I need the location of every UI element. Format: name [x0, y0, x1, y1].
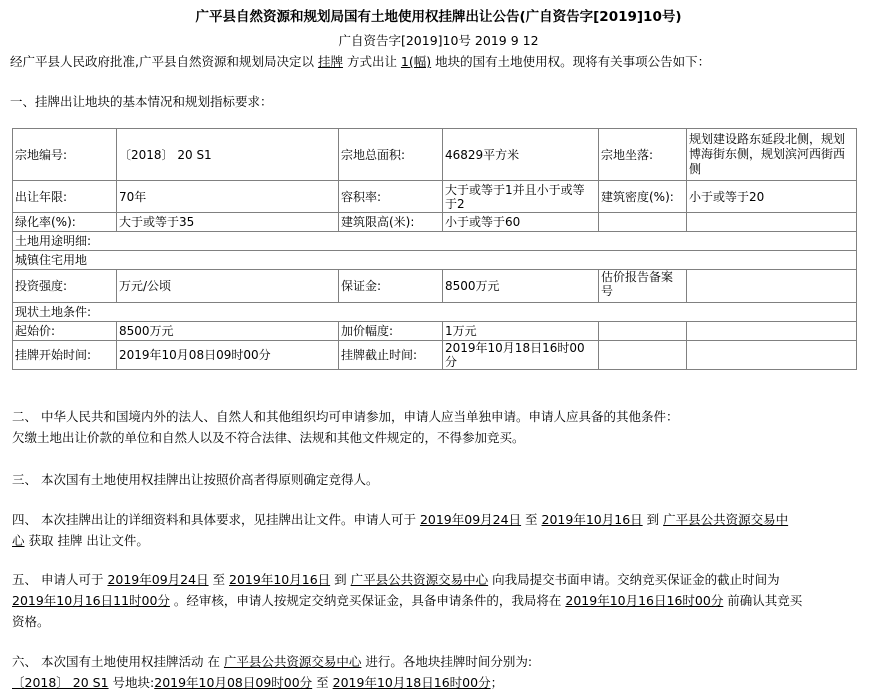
parcel-no-value: 〔2018〕 20 S1 — [117, 129, 339, 181]
section-5-line-3: 资格。 — [12, 614, 50, 629]
section-6 — [12, 651, 857, 693]
date-link[interactable]: 2019年10月16日16时00分 — [565, 593, 724, 608]
density-label: 建筑密度(%): — [599, 181, 687, 213]
land-use-detail-label: 土地用途明细: — [13, 232, 857, 251]
date-link[interactable]: 2019年10月16日11时00分 — [12, 593, 170, 608]
section-6-text: ； — [490, 675, 504, 690]
section-6-text: 六、 本次国有土地使用权挂牌活动 在 — [12, 654, 224, 669]
section-6-line-2 — [12, 672, 857, 693]
green-value: 大于或等于35 — [117, 213, 339, 232]
date-link[interactable]: 2019年09月24日 — [419, 512, 522, 527]
start-price-value: 8500万元 — [117, 322, 339, 341]
parcel-info-table — [12, 128, 857, 370]
table-row — [13, 270, 857, 303]
listing-end-label: 挂牌截止时间: — [339, 341, 443, 370]
section-2-line-1: 二、 中华人民共和国境内外的法人、自然人和其他组织均可申请参加，申请人应当单独申请。申请人应具备的其他条件： — [12, 409, 679, 424]
table-row — [13, 303, 857, 322]
parcel-count-link[interactable]: 1(幅) — [400, 54, 432, 69]
green-label: 绿化率(%): — [13, 213, 117, 232]
section-4-text: 四、 本次挂牌出让的详细资料和具体要求，见挂牌出让文件。申请人可于 — [12, 512, 420, 527]
section-5-text: 到 — [330, 572, 351, 587]
section-5-line-1 — [12, 569, 857, 590]
term-value: 70年 — [117, 181, 339, 213]
table-row — [13, 129, 857, 181]
intro-text: 经广平县人民政府批准,广平县自然资源和规划局决定以 — [10, 54, 318, 69]
date-link[interactable]: 2019年10月18日16时00分 — [332, 675, 491, 690]
investment-value: 万元/公顷 — [117, 270, 339, 303]
section-5 — [12, 569, 857, 632]
method-link[interactable]: 挂牌 — [317, 54, 343, 69]
date-link[interactable]: 2019年10月16日 — [541, 512, 643, 527]
total-area-value: 46829平方米 — [443, 129, 599, 181]
section-2 — [12, 406, 857, 448]
date-link[interactable]: 2019年10月08日09时00分 — [154, 675, 313, 690]
section-6-line-1 — [12, 651, 857, 672]
table-row — [13, 181, 857, 213]
increment-value: 1万元 — [443, 322, 599, 341]
listing-start-label: 挂牌开始时间: — [13, 341, 117, 370]
term-label: 出让年限: — [13, 181, 117, 213]
land-use-detail-value: 城镇住宅用地 — [13, 251, 857, 270]
total-area-label: 宗地总面积: — [339, 129, 443, 181]
section-5-text: 五、 申请人可于 — [12, 572, 108, 587]
section-4-text: 到 — [642, 512, 664, 527]
document-number: 广自资告字[2019]10号 2019 9 12 — [338, 33, 539, 48]
section-5-text: 向我局提交书面申请。交纳竞买保证金的截止时间为 — [488, 572, 780, 587]
parcel-no-label: 宗地编号: — [13, 129, 117, 181]
investment-label: 投资强度: — [13, 270, 117, 303]
section-4-text: 获取 挂牌 出让文件。 — [24, 533, 149, 548]
table-row — [13, 251, 857, 270]
section-4-text: 至 — [521, 512, 542, 527]
plot-ratio-value: 大于或等于1并且小于或等于2 — [443, 181, 599, 213]
listing-end-value: 2019年10月18日16时00分 — [443, 341, 599, 370]
table-row — [13, 213, 857, 232]
density-value: 小于或等于20 — [687, 181, 857, 213]
location-label: 宗地坐落: — [599, 129, 687, 181]
appraisal-label: 估价报告备案号 — [599, 270, 687, 303]
deposit-label: 保证金: — [339, 270, 443, 303]
section-6-text: 至 — [312, 675, 333, 690]
section-5-line-2 — [12, 590, 857, 611]
height-label: 建筑限高(米): — [339, 213, 443, 232]
section-4-line-2 — [12, 530, 857, 551]
section-4 — [12, 509, 857, 551]
listing-start-value: 2019年10月08日09时00分 — [117, 341, 339, 370]
intro-text-2: 方式出让 — [342, 54, 401, 69]
trading-center-link[interactable]: 广平县公共资源交易中 — [663, 512, 789, 527]
section-2-line-2: 欠缴土地出让价款的单位和自然人以及不符合法律、法规和其他文件规定的，不得参加竞买。 — [12, 430, 525, 445]
height-value: 小于或等于60 — [443, 213, 599, 232]
section-6-text: 号地块: — [108, 675, 155, 690]
table-row — [13, 232, 857, 251]
section-5-text: 前确认其竞买 — [723, 593, 803, 608]
trading-center-link[interactable]: 广平县公共资源交易中心 — [350, 572, 489, 587]
table-row — [13, 322, 857, 341]
deposit-value: 8500万元 — [443, 270, 599, 303]
page-title: 广平县自然资源和规划局国有土地使用权挂牌出让公告(广自资告字[2019]10号) — [195, 9, 682, 25]
land-condition-label: 现状土地条件: — [13, 303, 857, 322]
section-1-heading: 一、挂牌出让地块的基本情况和规划指标要求： — [10, 94, 273, 109]
section-6-text: 进行。各地块挂牌时间分别为: — [361, 654, 533, 669]
date-link[interactable]: 2019年10月16日 — [229, 572, 331, 587]
intro-text-3: 地块的国有土地使用权。现将有关事项公告如下： — [431, 54, 711, 69]
table-row — [13, 341, 857, 370]
location-value: 规划建设路东延段北侧，规划博海街东侧，规划滨河西街西侧 — [687, 129, 857, 181]
section-5-text: 。经审核，申请人按规定交纳竞买保证金，具备申请条件的，我局将在 — [169, 593, 566, 608]
trading-center-link[interactable]: 心 — [12, 533, 25, 548]
intro-paragraph — [10, 52, 710, 70]
section-5-text: 至 — [208, 572, 230, 587]
increment-label: 加价幅度: — [339, 322, 443, 341]
appraisal-value — [687, 270, 857, 303]
date-link[interactable]: 2019年09月24日 — [107, 572, 209, 587]
plot-ratio-label: 容积率: — [339, 181, 443, 213]
start-price-label: 起始价: — [13, 322, 117, 341]
section-3: 三、 本次国有土地使用权挂牌出让按照价高者得原则确定竞得人。 — [12, 472, 379, 487]
parcel-link[interactable]: 〔2018〕 20 S1 — [12, 675, 109, 690]
trading-center-link[interactable]: 广平县公共资源交易中心 — [223, 654, 362, 669]
section-4-line-1 — [12, 509, 857, 530]
